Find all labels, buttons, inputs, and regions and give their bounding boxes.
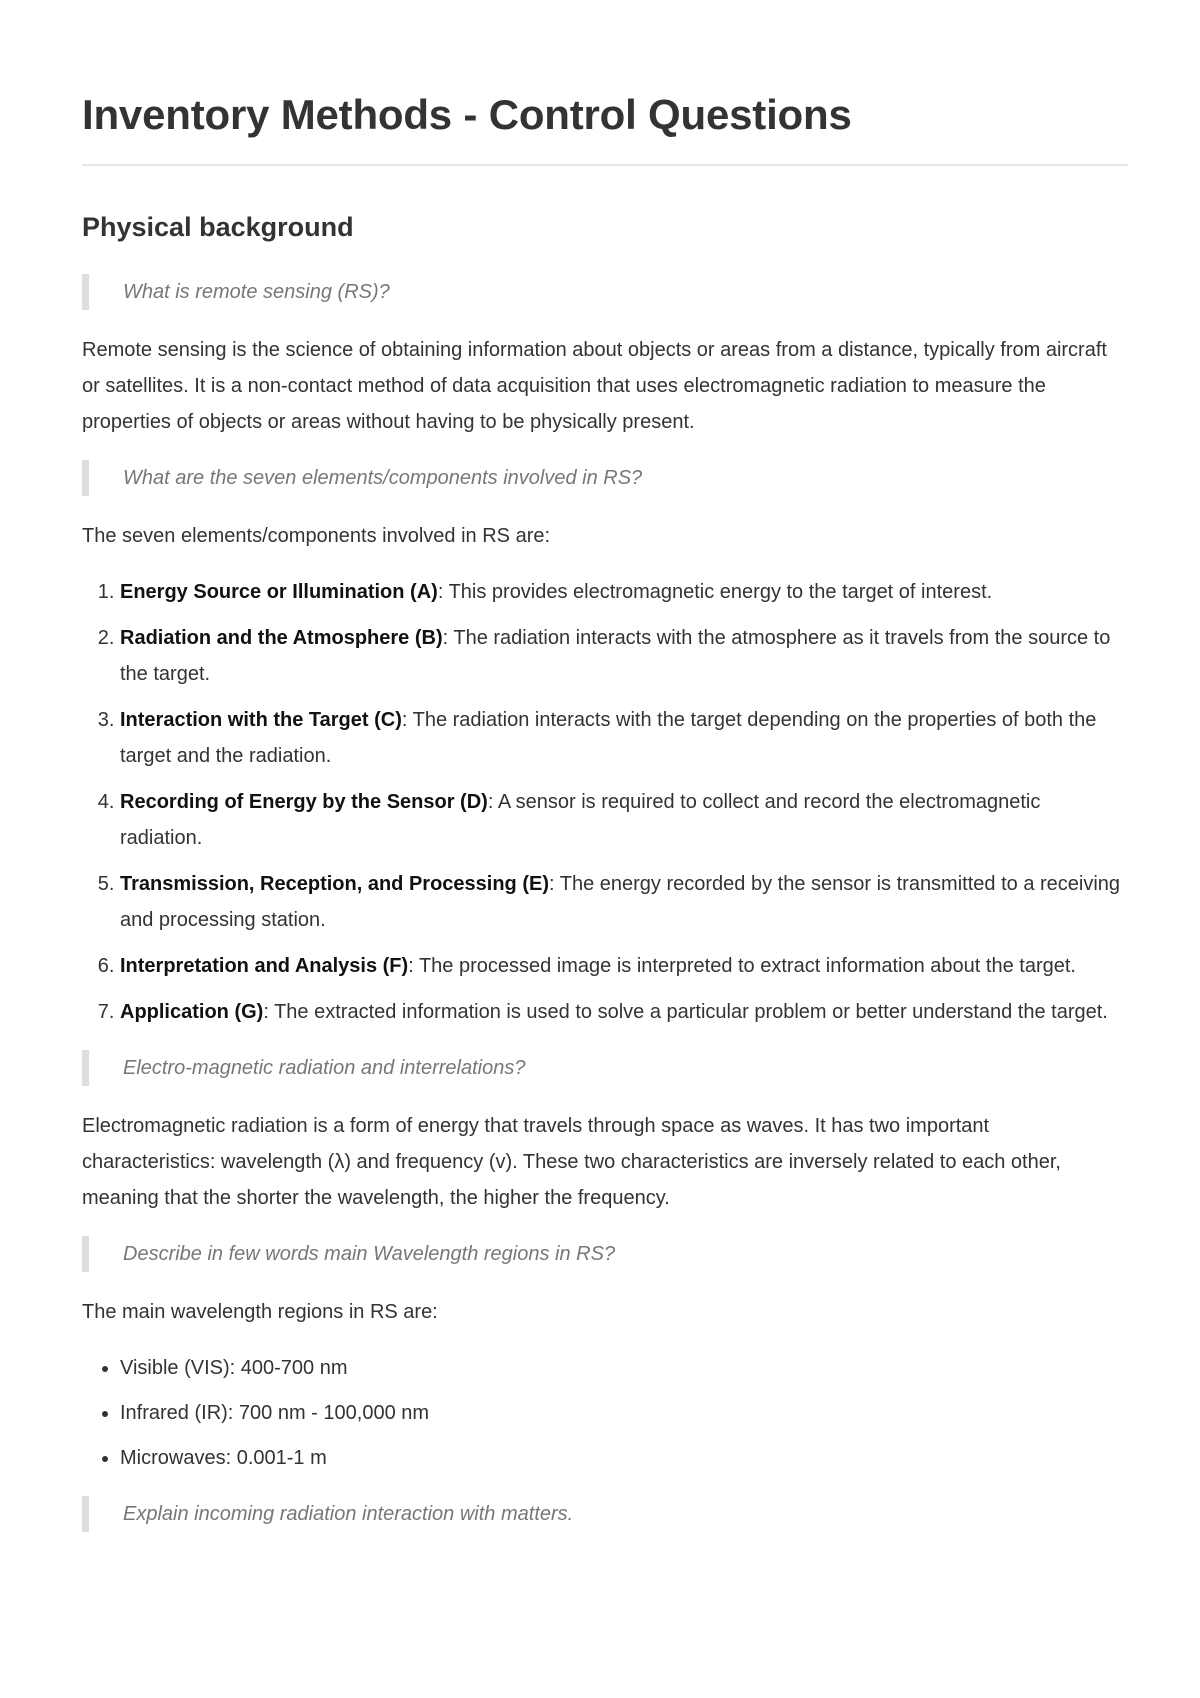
question-remote-sensing: What is remote sensing (RS)? [82,274,1128,310]
question-radiation-interaction: Explain incoming radiation interaction with matters. [82,1496,1128,1532]
list-item [120,784,1128,856]
answer-em-radiation: Electromagnetic radiation is a form of energy that travels through space as waves. It has two important characteristics: wavelength (λ) and frequency (v). These two characteristics are inversely related to each other, meaning that the shorter the wavelength, the higher the frequency. [82,1115,1061,1209]
component-desc: : The energy recorded by the sensor is transmitted to a receiving and processing station. [120,873,1121,931]
answer-remote-sensing: Remote sensing is the science of obtaining information about objects or areas from a distance, typically from aircraft or satellites. It is a non-contact method of data acquisition that uses electromagnetic radiation to measure the properties of objects or areas without having to be physically present. [82,339,1107,433]
title-divider [82,164,1128,166]
section-heading: Physical background [82,212,354,242]
component-term: Interaction with the Target (C) [120,709,402,731]
answer-seven-elements-intro: The seven elements/components involved in RS are: [82,525,551,547]
component-desc: : The radiation interacts with the target depending on the properties of both the target and the radiation. [120,709,1097,767]
wavelength-regions-list [82,1350,1128,1476]
component-term: Application (G) [120,1001,264,1023]
list-item: • Infrared (IR): 700 nm - 100,000 nm [120,1395,1128,1431]
list-item: • Microwaves: 0.001-1 m [120,1440,1128,1476]
list-item [120,574,1128,610]
component-desc: : This provides electromagnetic energy to the target of interest. [437,581,993,603]
answer-wavelength-intro: The main wavelength regions in RS are: [82,1301,438,1323]
page-title: Inventory Methods - Control Questions [82,91,852,138]
list-item [120,702,1128,774]
component-term: Energy Source or Illumination (A) [120,581,438,603]
question-em-radiation: Electro-magnetic radiation and interrelations? [82,1050,1128,1086]
component-desc: : A sensor is required to collect and record the electromagnetic radiation. [120,791,1041,849]
component-desc: : The extracted information is used to solve a particular problem or better understand the target. [263,1001,1108,1023]
component-term: Recording of Energy by the Sensor (D) [120,791,488,813]
list-item: • Visible (VIS): 400-700 nm [120,1350,1128,1386]
list-item [120,994,1128,1030]
component-term: Interpretation and Analysis (F) [120,955,409,977]
question-seven-elements: What are the seven elements/components involved in RS? [82,460,1128,496]
components-list [82,574,1128,1030]
list-item [120,620,1128,692]
list-item [120,866,1128,938]
list-item [120,948,1128,984]
component-term: Transmission, Reception, and Processing (E) [120,873,549,895]
question-wavelength-regions: Describe in few words main Wavelength regions in RS? [82,1236,1128,1272]
content-flow [82,274,1128,1554]
component-term: Radiation and the Atmosphere (B) [120,627,443,649]
component-desc: : The radiation interacts with the atmosphere as it travels from the source to the target. [120,627,1111,685]
component-desc: : The processed image is interpreted to extract information about the target. [408,955,1076,977]
